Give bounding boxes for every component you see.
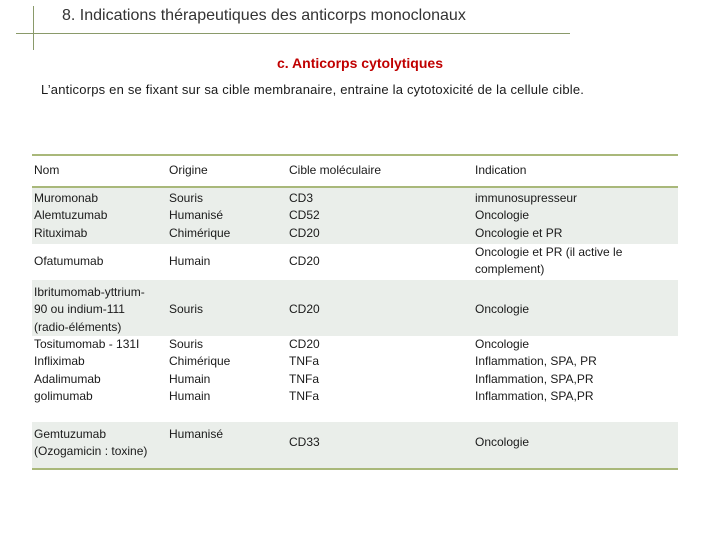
cell-indication: Inflammation, SPA, PR bbox=[475, 354, 597, 369]
cell-cible: TNFa bbox=[289, 371, 319, 386]
cell-origine: Humanisé bbox=[169, 427, 224, 441]
cell-nom: Muromonab bbox=[34, 191, 99, 205]
page-title: 8. Indications thérapeutiques des anticorps monoclonaux bbox=[62, 7, 466, 24]
cell-indication: immunosupresseur bbox=[475, 191, 578, 205]
cell-indication: Oncologie bbox=[475, 302, 530, 317]
cell-nom: Infliximab bbox=[34, 354, 85, 369]
cell-origine: Chimérique bbox=[169, 225, 231, 240]
column-header-cible: Cible moléculaire bbox=[289, 163, 382, 178]
table-row bbox=[32, 336, 678, 408]
cell-indication: complement) bbox=[475, 262, 545, 277]
table-row bbox=[32, 422, 678, 470]
header-horizontal-rule bbox=[16, 33, 570, 34]
cell-cible: CD20 bbox=[289, 254, 320, 269]
cell-cible: CD33 bbox=[289, 435, 320, 450]
cell-nom: Tositumomab - 131I bbox=[34, 337, 140, 351]
cell-nom: Ofatumumab bbox=[34, 254, 104, 269]
column-header-origine: Origine bbox=[169, 163, 208, 178]
cell-indication: Oncologie et PR bbox=[475, 225, 563, 240]
cell-cible: CD20 bbox=[289, 337, 320, 351]
cell-nom: golimumab bbox=[34, 388, 93, 403]
header-vertical-rule bbox=[33, 6, 34, 50]
cell-origine: Chimérique bbox=[169, 354, 231, 369]
cell-indication: Oncologie bbox=[475, 208, 530, 223]
cell-origine: Souris bbox=[169, 191, 204, 205]
cell-nom: (radio-éléments) bbox=[34, 319, 122, 334]
cell-cible: TNFa bbox=[289, 388, 319, 403]
cell-origine: Humanisé bbox=[169, 208, 224, 223]
cell-origine: Souris bbox=[169, 337, 204, 351]
cell-nom: 90 ou indium-111 bbox=[34, 302, 125, 317]
cell-indication: Inflammation, SPA,PR bbox=[475, 388, 594, 403]
cell-cible: CD3 bbox=[289, 191, 314, 205]
column-header-nom: Nom bbox=[34, 163, 60, 178]
cell-indication: Inflammation, SPA,PR bbox=[475, 371, 594, 386]
cell-indication: Oncologie bbox=[475, 337, 530, 351]
antibody-table bbox=[32, 154, 678, 470]
column-header-indication: Indication bbox=[475, 163, 527, 178]
cell-nom: Ibritumomab-yttrium- bbox=[34, 285, 145, 299]
cell-nom: Rituximab bbox=[34, 225, 88, 240]
table-row bbox=[32, 280, 678, 336]
cell-nom: Adalimumab bbox=[34, 371, 101, 386]
cell-nom: Alemtuzumab bbox=[34, 208, 108, 223]
cell-origine: Souris bbox=[169, 302, 204, 317]
table-header-row bbox=[32, 154, 678, 188]
cell-cible: CD20 bbox=[289, 225, 320, 240]
cell-cible: CD20 bbox=[289, 302, 320, 317]
cell-origine: Humain bbox=[169, 254, 211, 269]
cell-origine: Humain bbox=[169, 388, 211, 403]
cell-cible: TNFa bbox=[289, 354, 319, 369]
section-title: c. Anticorps cytolytiques bbox=[277, 55, 443, 71]
table-row bbox=[32, 188, 678, 244]
cell-cible: CD52 bbox=[289, 208, 320, 223]
table-row bbox=[32, 244, 678, 280]
cell-indication: Oncologie et PR (il active le bbox=[475, 245, 623, 259]
cell-origine: Humain bbox=[169, 371, 211, 386]
cell-nom: Gemtuzumab bbox=[34, 427, 107, 441]
intro-text: L’anticorps en se fixant sur sa cible membranaire, entraine la cytotoxicité de la cellule cible. bbox=[41, 82, 585, 97]
cell-indication: Oncologie bbox=[475, 435, 530, 450]
cell-nom: (Ozogamicin : toxine) bbox=[34, 444, 148, 459]
